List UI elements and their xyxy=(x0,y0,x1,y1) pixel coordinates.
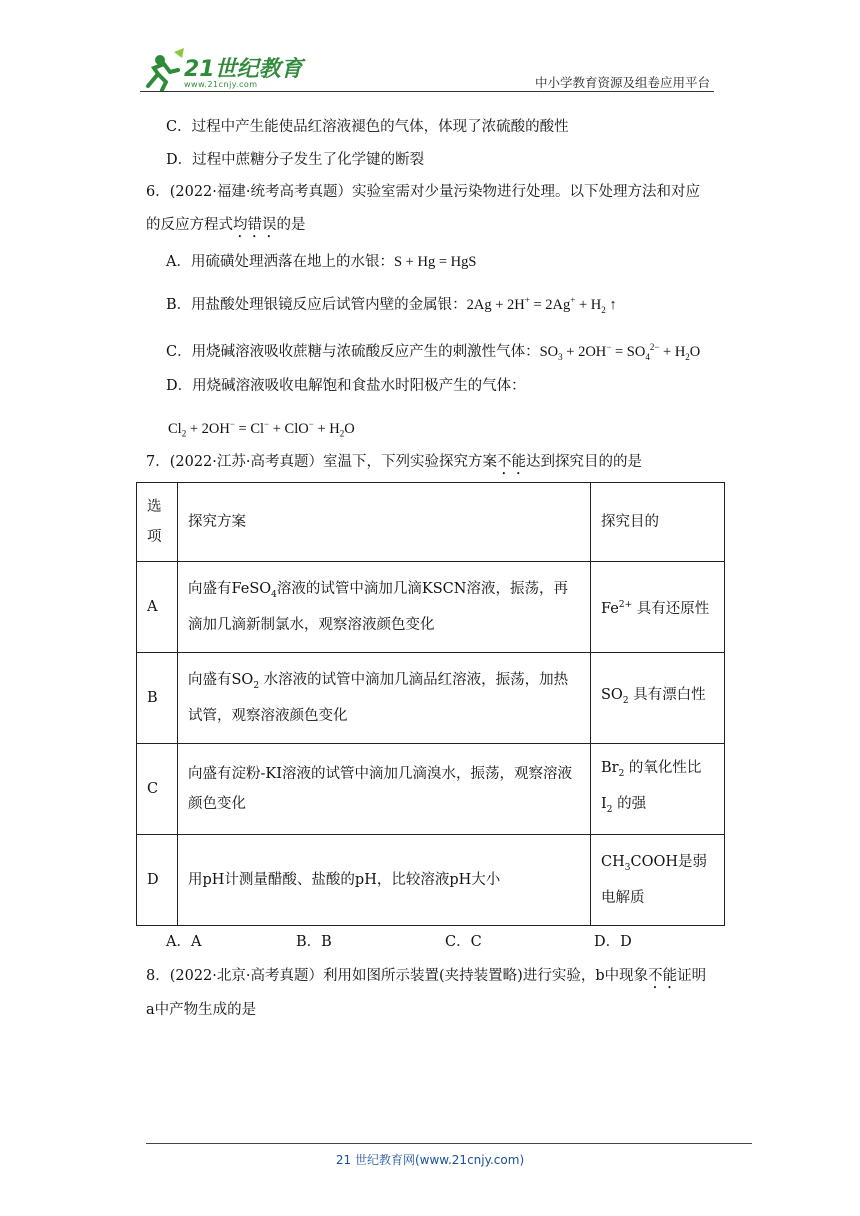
q6-stem-line2: 的反应方程式均错误的是 xyxy=(146,217,306,233)
q6-stem-line1: 6．(2022·福建·统考高考真题）实验室需对少量污染物进行处理。以下处理方法和对应 xyxy=(146,184,700,200)
table-row xyxy=(137,653,725,744)
table-row xyxy=(137,562,725,653)
equation-b: $2Ag + 2H^+ = 2Ag^+ + H_2$ ↑ xyxy=(466,295,617,315)
header-divider xyxy=(140,91,714,92)
q7-answer-d: D．D xyxy=(594,934,632,950)
row-option: C xyxy=(137,744,178,835)
q6-option-c: C．用烧碱溶液吸收蔗糖与浓硫酸反应产生的刺激性气体：$SO_3 + 2OH^- = SO_4^{2-} + H_2O$ xyxy=(166,342,701,362)
row-plan: 向盛有淀粉-KI溶液的试管中滴加几滴溴水，振荡，观察溶液颜色变化 xyxy=(178,744,591,835)
equation-a: S + Hg = HgS xyxy=(393,254,477,270)
row-goal: $CH_3COOH$是弱电解质 xyxy=(591,835,725,926)
equation-c: $SO_3 + 2OH^- = SO_4^{2-} + H_2O$ xyxy=(539,342,701,362)
q5-option-c: C．过程中产生能使品红溶液褪色的气体，体现了浓硫酸的酸性 xyxy=(166,119,569,135)
row-goal: $Br_2$ 的氧化性比 $I_2$ 的强 xyxy=(591,744,725,835)
row-goal: $Fe^{2+}$ 具有还原性 xyxy=(591,562,725,653)
q6-option-a: A．用硫磺处理洒落在地上的水银：S + Hg = HgS xyxy=(166,254,477,270)
q8-stem-line1: 8．(2022·北京·高考真题）利用如图所示装置(夹持装置略)进行实验，b中现象不能证明 xyxy=(146,968,707,984)
emphasis-text: 不能 xyxy=(648,968,678,984)
row-option: B xyxy=(137,653,178,744)
header-goal: 探究目的 xyxy=(591,483,725,562)
logo-title: 21世纪教育 xyxy=(184,57,303,82)
header-plan: 探究方案 xyxy=(178,483,591,562)
row-option: A xyxy=(137,562,178,653)
q6-option-d: D．用烧碱溶液吸收电解饱和食盐水时阳极产生的气体： xyxy=(166,378,526,394)
footer-divider xyxy=(146,1143,752,1144)
emphasis-text: 不能 xyxy=(497,454,527,470)
table-header-row xyxy=(137,483,725,562)
row-plan: 向盛有$SO_2$ 水溶液的试管中滴加几滴品红溶液，振荡，加热试管，观察溶液颜色变化 xyxy=(178,653,591,744)
q6-option-b: B．用盐酸处理银镜反应后试管内壁的金属银：$2Ag + 2H^+ = 2Ag^+ + H_2$ ↑ xyxy=(166,295,617,315)
footer-text: 21 世纪教育网(www.21cnjy.com) xyxy=(335,1153,525,1167)
row-goal: $SO_2$ 具有漂白性 xyxy=(591,653,725,744)
row-plan: 向盛有FeSO$_4$溶液的试管中滴加几滴KSCN溶液，振荡，再滴加几滴新制氯水，观察溶液颜色变化 xyxy=(178,562,591,653)
q8-stem-line2: a中产物生成的是 xyxy=(146,1002,257,1018)
q7-stem: 7．(2022·江苏·高考真题）室温下，下列实验探究方案不能达到探究目的的是 xyxy=(146,454,643,470)
equation-d: $Cl_2 + 2OH^- = Cl^- + ClO^- + H_2O$ xyxy=(168,419,355,439)
platform-name: 中小学教育资源及组卷应用平台 xyxy=(534,75,710,90)
emphasis-text: 均错误 xyxy=(233,217,277,233)
logo-url: www.21cnjy.com xyxy=(184,80,258,89)
q7-answer-c: C．C xyxy=(445,934,482,950)
row-plan: 用pH计测量醋酸、盐酸的pH，比较溶液pH大小 xyxy=(178,835,591,926)
table-row xyxy=(137,835,725,926)
q5-option-d: D．过程中蔗糖分子发生了化学键的断裂 xyxy=(166,152,425,168)
row-option: D xyxy=(137,835,178,926)
header-option: 选项 xyxy=(137,483,178,562)
q7-table xyxy=(136,482,725,926)
q7-answer-b: B．B xyxy=(296,934,332,950)
q7-answer-a: A．A xyxy=(166,934,202,950)
table-row xyxy=(137,744,725,835)
